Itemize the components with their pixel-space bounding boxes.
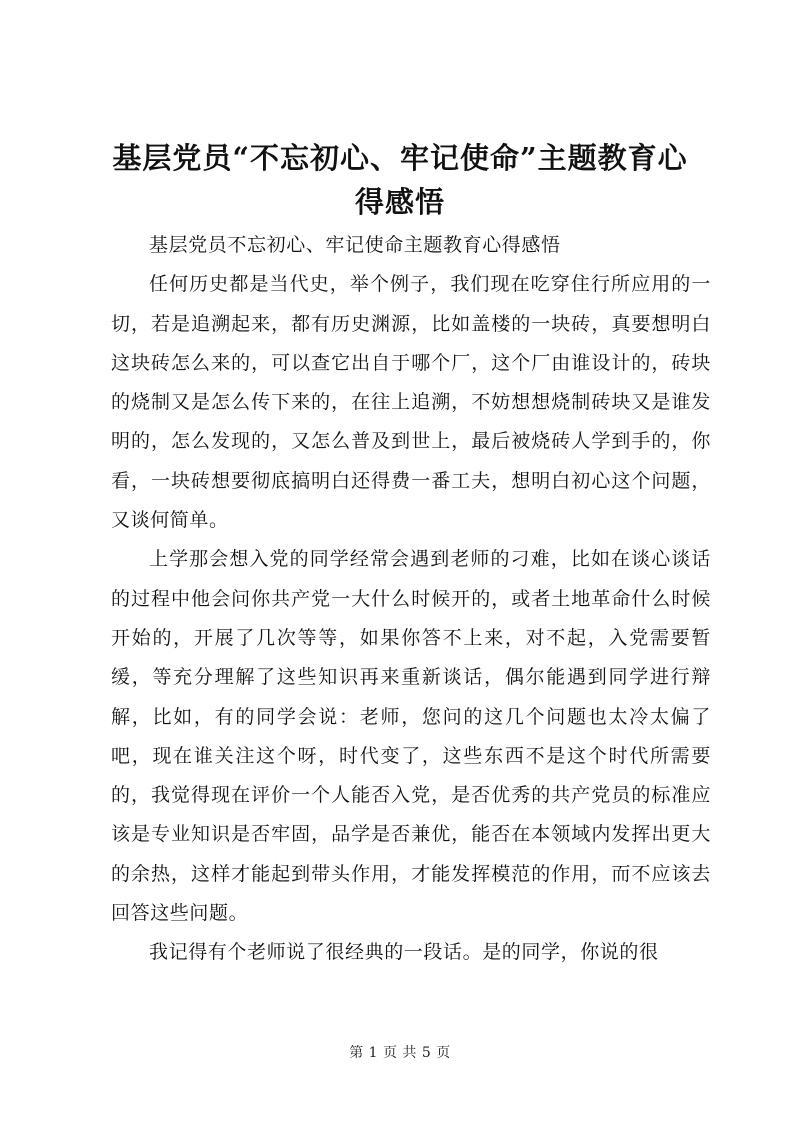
body-paragraph: 我记得有个老师说了很经典的一段话。是的同学，你说的很 [149, 941, 659, 964]
body-paragraph: 任何历史都是当代史，举个例子，我们现在吃穿住行所应用的一切，若是追溯起来，都有历史渊源，比如盖楼的一块砖，真要想明白这块砖怎么来的，可以查它出自于哪个厂，这个厂由谁设计的，砖块的烧制又是怎么传下来的，在往上追溯，不妨想想烧制砖块又是谁发明的，怎么发现的，又怎么普及到世上，最后被烧砖人学到手的，你看，一块砖想要彻底搞明白还得费一番工夫，想明白初心这个问题，又谈何简单。 [111, 273, 711, 532]
subtitle-paragraph: 基层党员不忘初心、牢记使命主题教育心得感悟 [149, 234, 561, 256]
document-body [111, 226, 711, 973]
page-number-footer: 第 1 页 共 5 页 [349, 1045, 451, 1061]
document-title: 基层党员“不忘初心、牢记使命”主题教育心得感悟 [112, 141, 688, 219]
body-paragraph: 上学那会想入党的同学经常会遇到老师的刁难，比如在谈心谈话的过程中他会问你共产党一大什么时候开的，或者土地革命什么时候开始的，开展了几次等等，如果你答不上来，对不起，入党需要暂缓，等充分理解了这些知识再来重新谈话，偶尔能遇到同学进行辩解，比如，有的同学会说：老师，您问的这几个问题也太冷太偏了吧，现在谁关注这个呀，时代变了，这些东西不是这个时代所需要的，我觉得现在评价一个人能否入党，是否优秀的共产党员的标准应该是专业知识是否牢固，品学是否兼优，能否在本领域内发挥出更大的余热，这样才能起到带头作用，才能发挥模范的作用，而不应该去回答这些问题。 [111, 548, 711, 925]
